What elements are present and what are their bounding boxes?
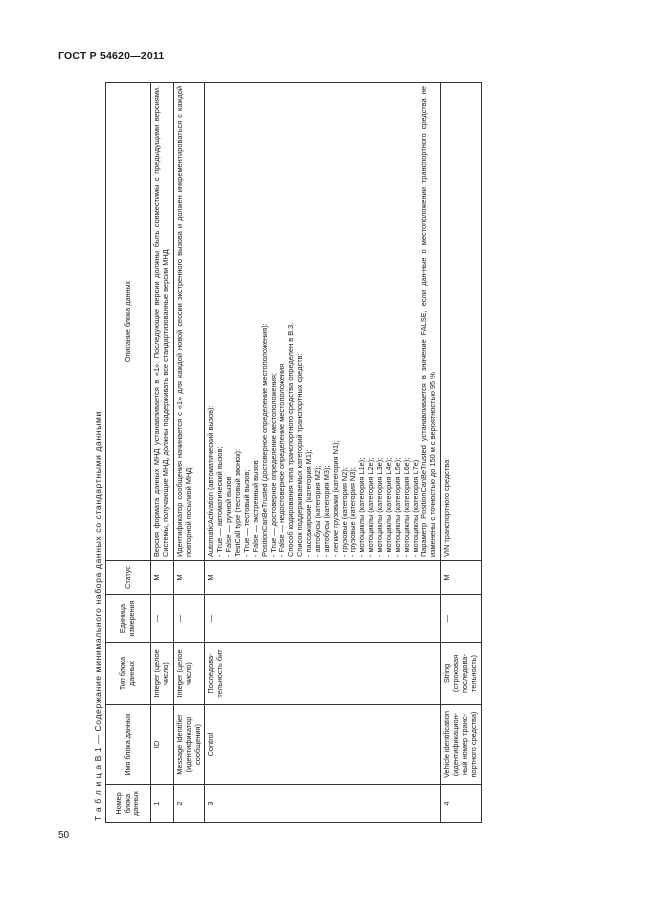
cell-name: Control xyxy=(205,705,441,785)
table-row xyxy=(151,83,174,823)
cell-number: 4 xyxy=(441,785,482,823)
description-line: - мотоциклы (категория L5e); xyxy=(392,457,402,557)
column-header: Номер блока данных xyxy=(106,785,151,823)
description-line: PositionCanBeTrusted (достоверное определение местоположения): xyxy=(259,323,269,557)
cell-unit: — xyxy=(151,595,174,643)
rotated-table-block xyxy=(93,83,613,823)
cell-description: Идентификатор сообщения начинается с «1» для каждой новой сессии экстренного вызова и должен инкрементироваться с каждой повторной посылкой МНД xyxy=(173,83,205,561)
description-line: TestCall type (тестовый звонок): xyxy=(233,448,242,557)
cell-status: M xyxy=(173,561,205,595)
description-line: - мотоциклы (категория L6e); xyxy=(401,457,411,557)
cell-number: 2 xyxy=(173,785,205,823)
column-header: Статус xyxy=(106,561,151,595)
cell-status: M xyxy=(205,561,441,595)
cell-type: Последова-тельность бит xyxy=(205,643,441,705)
description-line: - True — достоверное определение местоположения; xyxy=(268,373,278,557)
cell-type: String (строковая последова-тельность) xyxy=(441,643,482,705)
description-line: - грузовые (категория N3); xyxy=(348,467,358,557)
column-header: Тип блока данных xyxy=(106,643,151,705)
description-line: - мотоциклы (категория L4e); xyxy=(383,457,393,557)
cell-status: M xyxy=(441,561,482,595)
description-line: - мотоциклы (категория L1e); xyxy=(357,457,367,557)
column-header: Имя блока данных xyxy=(106,705,151,785)
cell-number: 3 xyxy=(205,785,441,823)
description-line: - True — тестовый вызов; xyxy=(241,469,251,557)
description-line: Параметр PositionCanBeTrusted устанавливается в значение FALSE, если дан-ные о местоположении транспортного средства не изменены с точностью до 150 м с вероятностью 95 % xyxy=(419,86,438,557)
cell-description xyxy=(205,83,441,561)
description-line: - автобусы (категория M2); xyxy=(312,465,322,557)
description-line: - False — ручной вызов xyxy=(224,476,234,557)
table-caption: Т а б л и ц а В 1 — Содержание минимального набора данных со стандартными данными xyxy=(93,411,103,821)
cell-description: VIN транспортного средства xyxy=(441,83,482,561)
description-line: - True — автоматический вызов; xyxy=(215,446,225,557)
cell-name: Message Identifier (идентификатор сообщения) xyxy=(173,705,205,785)
cell-name: ID xyxy=(151,705,174,785)
description-line: - мотоциклы (категория L3e); xyxy=(375,457,384,557)
description-line: AutomaticActivation (автоматический вызов): xyxy=(206,405,216,557)
column-header: Описание блока данных xyxy=(106,83,151,561)
description-lines xyxy=(207,86,438,557)
document-header: ГОСТ Р 54620—2011 xyxy=(58,50,165,62)
cell-status: M xyxy=(151,561,174,595)
description-line: - пассажирские (категория M1); xyxy=(304,449,313,557)
description-line: - легкие грузовики (категория N1); xyxy=(330,440,340,557)
description-line: - грузовые (категория N2); xyxy=(339,467,349,557)
cell-unit: — xyxy=(205,595,441,643)
page-number: 50 xyxy=(58,830,70,841)
cell-name: Vehicle identification (идентификацион-ный номер транс-портного средства) xyxy=(441,705,482,785)
description-line: - мотоциклы (категория L7e) xyxy=(410,459,420,557)
cell-type: Integer (целое число) xyxy=(173,643,205,705)
table-row xyxy=(441,83,482,823)
data-table xyxy=(105,82,482,823)
description-line: - False — экстренный вызов xyxy=(250,460,260,557)
cell-number: 1 xyxy=(151,785,174,823)
description-line: Способ кодирования типа транспортного средства определен в В.3. xyxy=(286,322,296,557)
table-row xyxy=(173,83,205,823)
table-row xyxy=(205,83,441,823)
column-header: Единица измерения xyxy=(106,595,151,643)
cell-type: Integer (целое число) xyxy=(151,643,174,705)
description-line: - автобусы (категория M3); xyxy=(321,465,331,557)
description-line: Список поддерживаемых категорий транспортных средств: xyxy=(295,353,305,557)
cell-unit: — xyxy=(173,595,205,643)
cell-unit: — xyxy=(441,595,482,643)
cell-description: Версия формата данных МНД устанавливается в «1». Последующие версии должны быть совместимы с предыдущими версиями. Системы, получающие МНД, должны поддерживать все стандартизованные версии МНД xyxy=(151,83,174,561)
table-header-row xyxy=(106,83,151,823)
description-line: - мотоциклы (категория L2e); xyxy=(366,457,376,557)
description-line: - False — недостоверное определение местоположения xyxy=(277,363,287,557)
